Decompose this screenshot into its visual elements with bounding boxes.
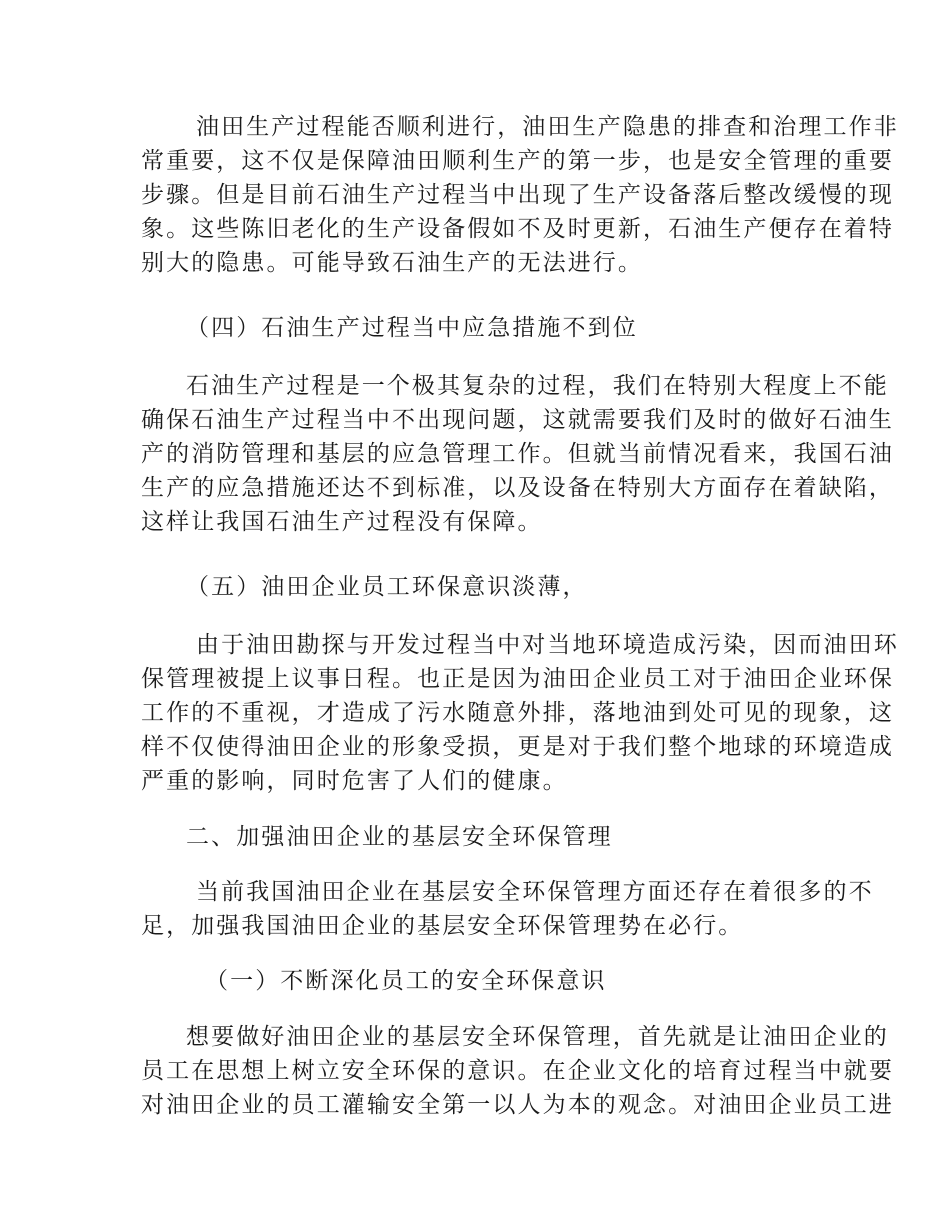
paragraph-2-line-4: 生产的应急措施还达不到标准，以及设备在特别大方面存在着缺陷， bbox=[141, 475, 894, 501]
paragraph-3-line-1: 由于油田勘探与开发过程当中对当地环境造成污染，因而油田环 bbox=[196, 632, 899, 658]
heading-five: （五）油田企业员工环保意识淡薄， bbox=[186, 574, 588, 600]
paragraph-3-line-5: 严重的影响，同时危害了人们的健康。 bbox=[141, 768, 568, 794]
paragraph-2-line-2: 确保石油生产过程当中不出现问题，这就需要我们及时的做好石油生 bbox=[141, 407, 894, 433]
paragraph-4-line-1: 当前我国油田企业在基层安全环保管理方面还存在着很多的不 bbox=[196, 879, 874, 905]
paragraph-5-line-2: 员工在思想上树立安全环保的意识。在企业文化的培育过程当中就要 bbox=[141, 1058, 894, 1084]
paragraph-1-line-4: 象。这些陈旧老化的生产设备假如不及时更新，石油生产便存在着特 bbox=[141, 216, 894, 242]
paragraph-5-line-3: 对油田企业的员工灌输安全第一以人为本的观念。对油田企业员工进 bbox=[141, 1092, 894, 1118]
heading-four: （四）石油生产过程当中应急措施不到位 bbox=[186, 315, 638, 341]
paragraph-1-line-5: 别大的隐患。可能导致石油生产的无法进行。 bbox=[141, 250, 643, 276]
paragraph-2-line-5: 这样让我国石油生产过程没有保障。 bbox=[141, 509, 543, 535]
paragraph-1-line-1: 油田生产过程能否顺利进行，油田生产隐患的排查和治理工作非 bbox=[196, 114, 899, 140]
heading-one: （一）不断深化员工的安全环保意识 bbox=[205, 968, 607, 994]
section-2-heading: 二、加强油田企业的基层安全环保管理 bbox=[186, 824, 613, 850]
paragraph-2-line-1: 石油生产过程是一个极其复杂的过程，我们在特别大程度上不能 bbox=[186, 373, 889, 399]
paragraph-3-line-2: 保管理被提上议事日程。也正是因为油田企业员工对于油田企业环保 bbox=[141, 666, 894, 692]
paragraph-3-line-3: 工作的不重视，才造成了污水随意外排，落地油到处可见的现象，这 bbox=[141, 700, 894, 726]
paragraph-1-line-2: 常重要，这不仅是保障油田顺利生产的第一步，也是安全管理的重要 bbox=[141, 148, 894, 174]
paragraph-5-line-1: 想要做好油田企业的基层安全环保管理，首先就是让油田企业的 bbox=[186, 1024, 889, 1050]
paragraph-4-line-2: 足，加强我国油田企业的基层安全环保管理势在必行。 bbox=[141, 913, 744, 939]
paragraph-1-line-3: 步骤。但是目前石油生产过程当中出现了生产设备落后整改缓慢的现 bbox=[141, 182, 894, 208]
paragraph-2-line-3: 产的消防管理和基层的应急管理工作。但就当前情况看来，我国石油 bbox=[141, 441, 894, 467]
paragraph-3-line-4: 样不仅使得油田企业的形象受损，更是对于我们整个地球的环境造成 bbox=[141, 734, 894, 760]
